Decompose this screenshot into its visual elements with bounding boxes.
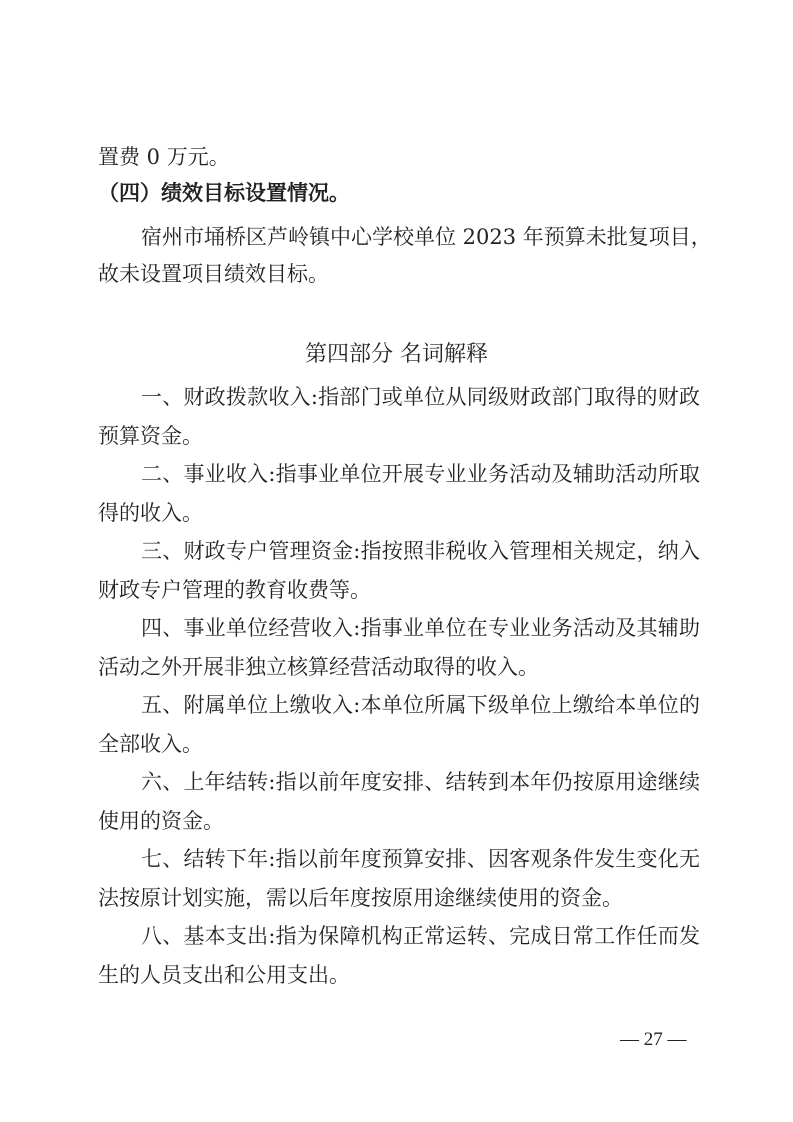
definition-line: 生的人员支出和公用支出。	[98, 962, 350, 987]
definition-line: 八、基本支出:指为保障机构正常运转、完成日常工作任而发	[141, 924, 700, 948]
definition-line: 五、附属单位上缴收入:本单位所属下级单位上缴给本单位的	[141, 693, 700, 717]
definition-line: 财政专户管理的教育收费等。	[98, 577, 371, 602]
definition-line: 一、财政拨款收入:指部门或单位从同级财政部门取得的财政	[141, 385, 700, 409]
page-number: — 27 —	[620, 1029, 687, 1050]
part-title: 第四部分 名词解释	[305, 342, 488, 367]
definition-line: 预算资金。	[98, 423, 203, 448]
definition-line: 二、事业收入:指事业单位开展专业业务活动及辅助活动所取	[141, 462, 700, 486]
definition-line: 七、结转下年:指以前年度预算安排、因客观条件发生变化无	[141, 847, 700, 871]
definition-line: 活动之外开展非独立核算经营活动取得的收入。	[98, 654, 539, 679]
definition-line: 四、事业单位经营收入:指事业单位在专业业务活动及其辅助	[141, 616, 700, 640]
paragraph-line: 故未设置项目绩效目标。	[98, 262, 329, 286]
definition-line: 六、上年结转:指以前年度安排、结转到本年仍按原用途继续	[141, 770, 700, 794]
section-heading: （四）绩效目标设置情况。	[98, 181, 350, 205]
paragraph-line: 宿州市埇桥区芦岭镇中心学校单位 2023 年预算未批复项目，	[141, 225, 712, 249]
definition-line: 得的收入。	[98, 500, 203, 525]
definition-line: 法按原计划实施，需以后年度按原用途继续使用的资金。	[98, 885, 623, 910]
definition-line: 全部收入。	[98, 731, 203, 756]
definition-line: 三、财政专户管理资金:指按照非税收入管理相关规定，纳入	[141, 539, 700, 563]
definition-line: 使用的资金。	[98, 808, 224, 833]
paragraph-line: 置费 0 万元。	[98, 145, 230, 169]
